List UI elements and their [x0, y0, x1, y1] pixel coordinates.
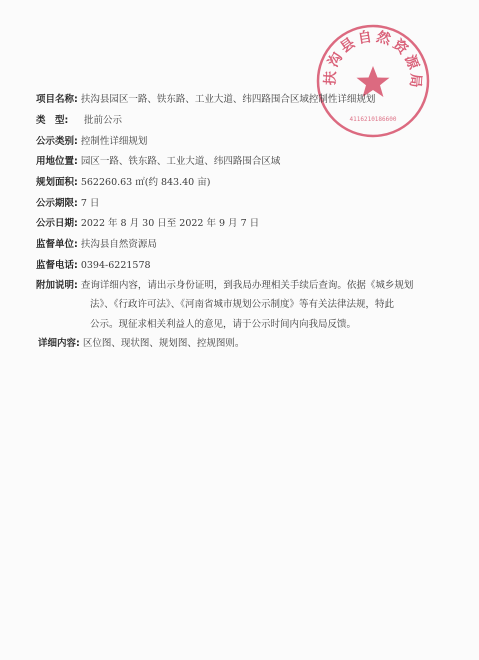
dates-value: 2022 年 8 月 30 日至 2022 年 9 月 7 日 — [80, 218, 260, 229]
supervisor-value: 扶沟县自然资源局 — [80, 239, 157, 250]
phone-value: 0394-6221578 — [80, 260, 151, 271]
project-name-value: 扶沟县园区一路、铁东路、工业大道、纬四路围合区域控制性详细规划 — [80, 94, 376, 105]
phone-row — [36, 259, 151, 272]
category-label: 公示类别: — [36, 136, 78, 147]
location-row — [36, 155, 280, 168]
project-name-label: 项目名称: — [36, 94, 78, 105]
seal-text: 扶沟县自然资源局 — [322, 28, 424, 92]
dates-row — [36, 217, 259, 230]
details-row — [38, 337, 244, 350]
official-seal — [314, 22, 432, 140]
supervisor-row — [36, 238, 157, 251]
type-value: 批前公示 — [84, 115, 123, 126]
notes-label: 附加说明: — [36, 280, 78, 291]
seal-serial: 4116210186600 — [349, 116, 397, 123]
notes-row — [36, 279, 413, 292]
category-row — [36, 135, 147, 148]
supervisor-label: 监督单位: — [36, 239, 78, 250]
area-label: 规划面积: — [36, 177, 78, 188]
notes-line-1: 查询详细内容，请出示身份证明，到我局办理相关手续后查询。依据《城乡规划 — [80, 280, 414, 291]
notes-line-3: 公示。现征求相关利益人的意见，请于公示时间内向我局反馈。 — [90, 319, 357, 330]
type-label: 类 型: — [36, 115, 69, 126]
period-row — [36, 197, 99, 210]
location-label: 用地位置: — [36, 156, 78, 167]
area-value: 562260.63 ㎡(约 843.40 亩) — [80, 177, 211, 188]
notes-line-2: 法》、《行政许可法》、《河南省城市规划公示制度》等有关法律法规，特此 — [90, 299, 395, 310]
period-value: 7 日 — [80, 198, 100, 209]
category-value: 控制性详细规划 — [80, 136, 148, 147]
type-row — [36, 114, 122, 127]
period-label: 公示期限: — [36, 198, 78, 209]
details-label: 详细内容: — [38, 338, 80, 349]
location-value: 园区一路、铁东路、工业大道、纬四路围合区域 — [80, 156, 281, 167]
area-row — [36, 176, 210, 189]
phone-label: 监督电话: — [36, 260, 78, 271]
project-name-row — [36, 93, 375, 106]
details-value: 区位图、现状图、规划图、控规图则。 — [82, 338, 245, 349]
dates-label: 公示日期: — [36, 218, 78, 229]
